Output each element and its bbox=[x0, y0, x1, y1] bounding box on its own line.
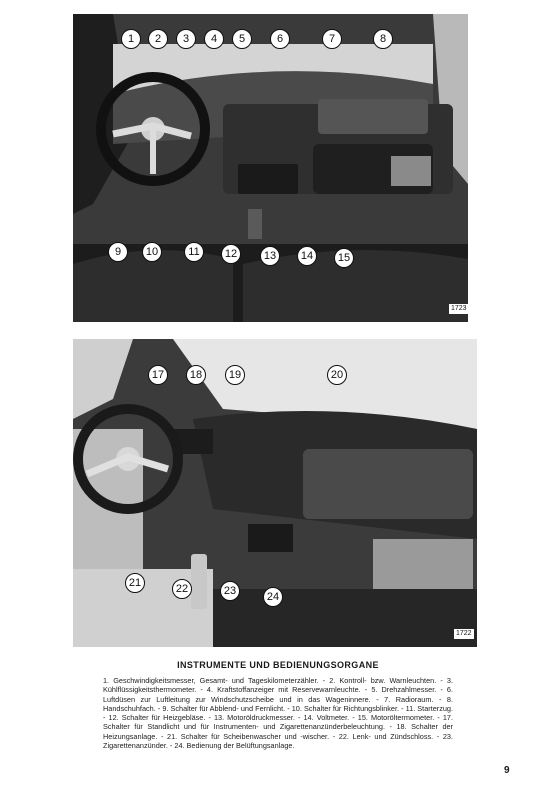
callout-17: 17 bbox=[148, 365, 168, 385]
callout-11: 11 bbox=[184, 242, 204, 262]
page-number: 9 bbox=[504, 765, 510, 776]
callout-23: 23 bbox=[220, 581, 240, 601]
section-heading: INSTRUMENTE UND BEDIENUNGSORGANE bbox=[177, 660, 379, 670]
dashboard-photo-top bbox=[73, 14, 468, 322]
callout-4: 4 bbox=[204, 29, 224, 49]
callout-3: 3 bbox=[176, 29, 196, 49]
callout-2: 2 bbox=[148, 29, 168, 49]
callout-14: 14 bbox=[297, 246, 317, 266]
callout-9: 9 bbox=[108, 242, 128, 262]
callout-10: 10 bbox=[142, 242, 162, 262]
callout-22: 22 bbox=[172, 579, 192, 599]
photo-tag-1723: 1723 bbox=[451, 305, 467, 312]
callout-6: 6 bbox=[270, 29, 290, 49]
dashboard-photo-bottom bbox=[73, 339, 477, 647]
callout-13: 13 bbox=[260, 246, 280, 266]
caption-legend: 1. Geschwindigkeitsmesser, Gesamt- und Tageskilometerzähler. - 2. Kontroll- bzw. Warnleuchten. - 3. Kühlflüssigkeitsthermometer. - 4. Kraftstoffanzeiger mit Reservewarnleuchte. - 5. Drehzahlmesser. - 6. Luftdüsen zur Luftleitung zur Windschutzscheibe und in das Wageninnere. - 7. Radioraum. - 8. Handschuhfach. - 9. Schalter für Abblend- und Fernlicht. - 10. Schalter für Richtungsblinker. - 11. Starterzug. - 12. Schalter für Heizgebläse. - 13. Motoröldruckmesser. - 14. Voltmeter. - 15. Motoröltermometer. - 17. Schalter für Standlicht und für Instrumenten- und Zigarettenanzünderbeleuchtung. - 18. Schalter der Heizungsanlage. - 21. Schalter für Scheibenwascher und -wischer. - 22. Lenk- und Zündschloss. - 23. Zigarettenanzünder. - 24. Bedienung der Belüftungsanlage. bbox=[103, 676, 453, 751]
callout-5: 5 bbox=[232, 29, 252, 49]
callout-15: 15 bbox=[334, 248, 354, 268]
callout-20: 20 bbox=[327, 365, 347, 385]
callout-1: 1 bbox=[121, 29, 141, 49]
callout-18: 18 bbox=[186, 365, 206, 385]
callout-8: 8 bbox=[373, 29, 393, 49]
photo-tag-1722: 1722 bbox=[456, 630, 472, 637]
dashboard-drawing-top bbox=[73, 14, 468, 322]
callout-21: 21 bbox=[125, 573, 145, 593]
callout-24: 24 bbox=[263, 587, 283, 607]
callout-12: 12 bbox=[221, 244, 241, 264]
callout-7: 7 bbox=[322, 29, 342, 49]
callout-19: 19 bbox=[225, 365, 245, 385]
